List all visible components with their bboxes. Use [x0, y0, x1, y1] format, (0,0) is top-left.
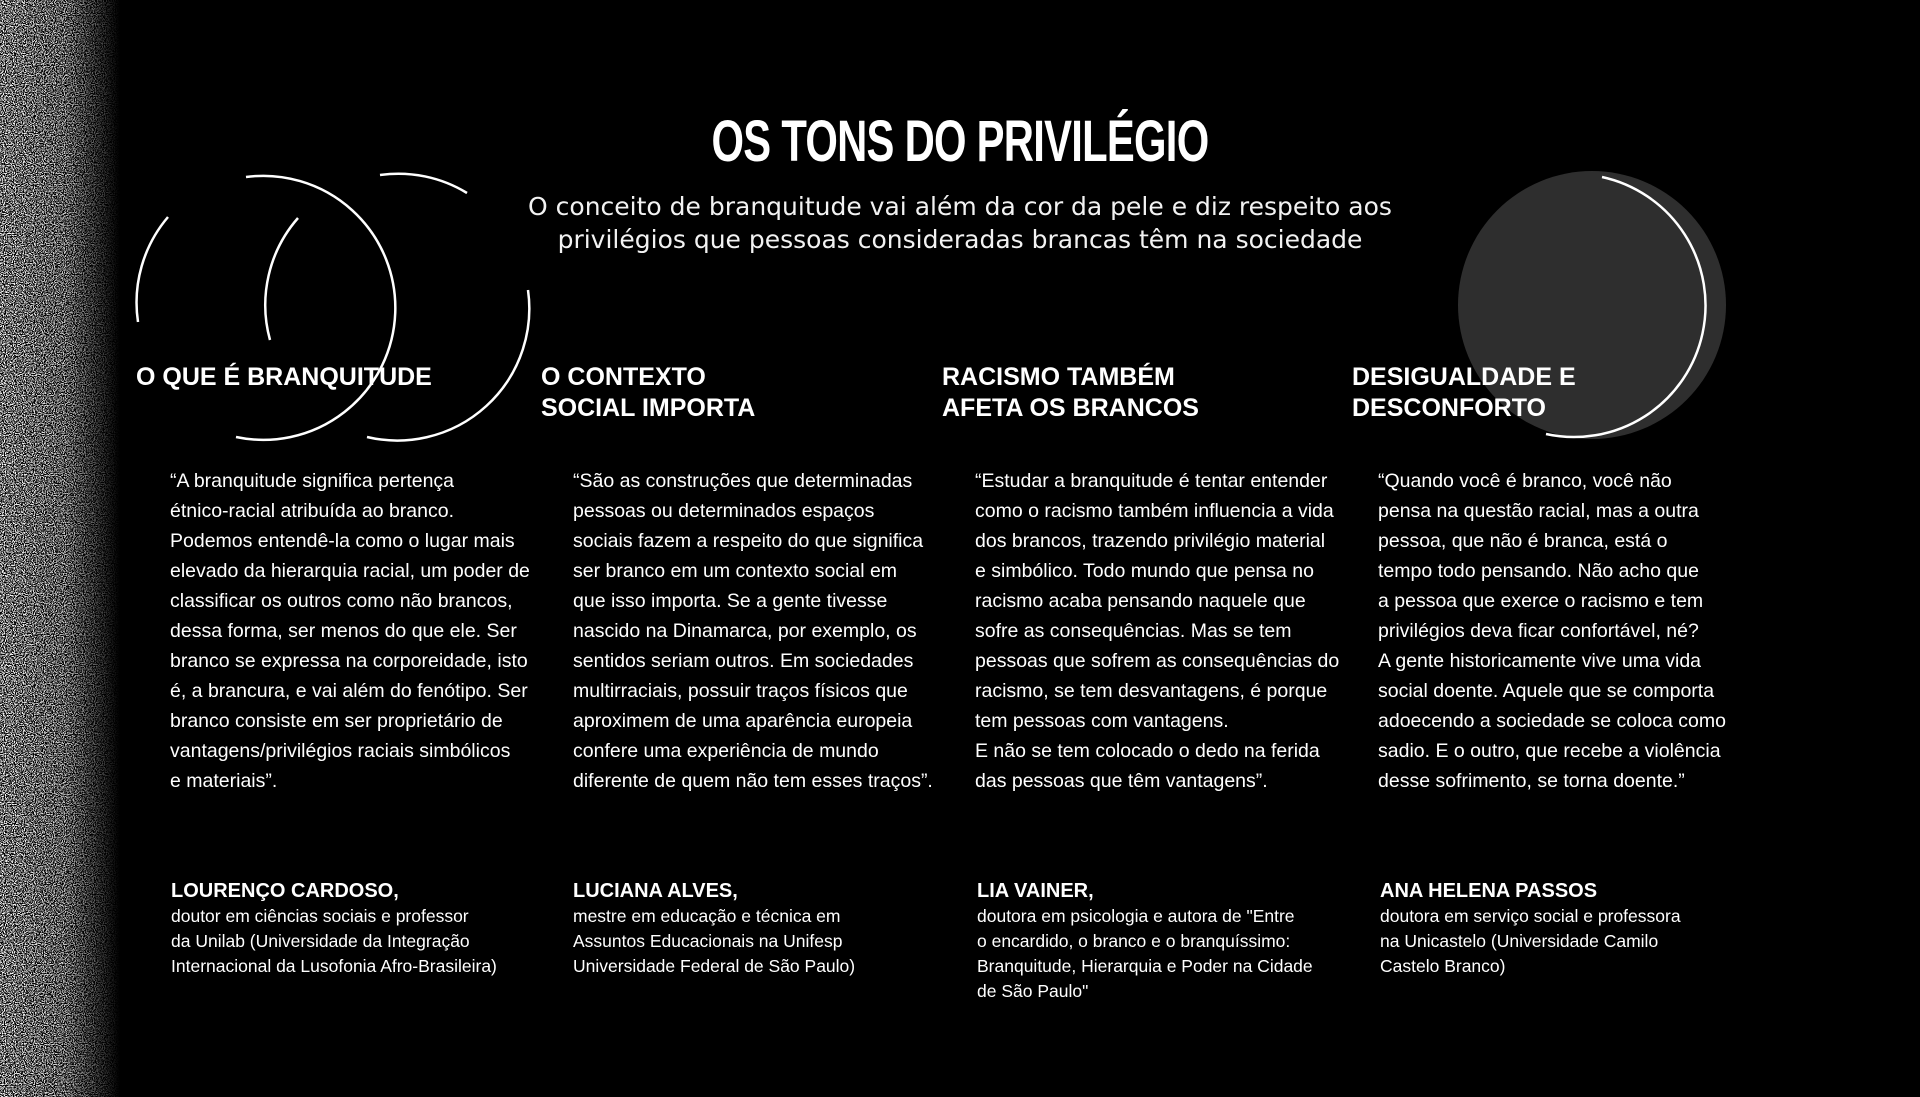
quote-line: social doente. Aquele que se comporta — [1378, 680, 1715, 702]
author-bio — [977, 904, 1313, 1004]
quote-line: é, a brancura, e vai além do fenótipo. Ser — [170, 680, 528, 702]
quote-line: dessa forma, ser menos do que ele. Ser — [170, 620, 517, 642]
bio-line: na Unicastelo (Universidade Camilo — [1380, 931, 1659, 951]
author-credit — [977, 878, 1313, 1004]
quote-lia-vainer — [975, 466, 1339, 796]
quote-line: “A branquitude significa pertença — [170, 470, 455, 492]
quote-line: “São as construções que determinadas — [573, 470, 913, 492]
author-name: LIA VAINER, — [977, 880, 1094, 902]
quote-line: “Estudar a branquitude é tentar entender — [975, 470, 1328, 492]
quote-line: racismo, se tem desvantagens, é porque — [975, 680, 1328, 702]
quote-ana-helena-passos — [1378, 466, 1726, 796]
bio-line: doutora em serviço social e professora — [1380, 906, 1681, 926]
quote-lourenco-cardoso — [170, 466, 530, 796]
quote-line: pensa na questão racial, mas a outra — [1378, 500, 1699, 522]
quote-line: adoecendo a sociedade se coloca como — [1378, 710, 1726, 732]
author-name: ANA HELENA PASSOS — [1380, 880, 1598, 902]
quote-line: a pessoa que exerce o racismo e tem — [1378, 590, 1704, 612]
author-bio — [171, 904, 497, 979]
subtitle-line: privilégios que pessoas consideradas brancas têm na sociedade — [557, 225, 1363, 254]
column-heading-o-contexto-social-importa — [541, 362, 755, 424]
heading-line: O CONTEXTO — [541, 363, 706, 391]
bio-line: doutor em ciências sociais e professor — [171, 906, 469, 926]
author-bio — [573, 904, 855, 979]
quote-line: sadio. E o outro, que recebe a violência — [1378, 740, 1721, 762]
quote-line: nascido na Dinamarca, por exemplo, os — [573, 620, 917, 642]
quote-line: que isso importa. Se a gente tivesse — [573, 590, 888, 612]
quote-line: sentidos seriam outros. Em sociedades — [573, 650, 914, 672]
author-credit — [573, 878, 855, 979]
bio-line: Castelo Branco) — [1380, 956, 1506, 976]
author-credit — [171, 878, 497, 979]
quote-line: como o racismo também influencia a vida — [975, 500, 1334, 522]
heading-line: O QUE É BRANQUITUDE — [136, 363, 432, 391]
quote-line: pessoa, que não é branca, está o — [1378, 530, 1668, 552]
quote-luciana-alves — [573, 466, 933, 796]
column-heading-racismo-tambem-afeta-os-brancos — [942, 362, 1199, 424]
quote-line: multirraciais, possuir traços físicos que — [573, 680, 908, 702]
bio-line: Internacional da Lusofonia Afro-Brasileira) — [171, 956, 497, 976]
quote-line: diferente de quem não tem esses traços”. — [573, 770, 933, 792]
bio-line: Branquitude, Hierarquia e Poder na Cidade — [977, 956, 1313, 976]
author-name: LUCIANA ALVES, — [573, 880, 738, 902]
author-bio — [1380, 904, 1681, 979]
quote-line: E não se tem colocado o dedo na ferida — [975, 740, 1320, 762]
bio-line: o encardido, o branco e o branquíssimo: — [977, 931, 1291, 951]
quote-line: das pessoas que têm vantagens”. — [975, 770, 1268, 792]
quote-line: pessoas ou determinados espaços — [573, 500, 875, 522]
column-heading-o-que-e-branquitude — [136, 362, 432, 393]
bio-line: mestre em educação e técnica em — [573, 906, 841, 926]
page-title: OS TONS DO PRIVILÉGIO — [711, 109, 1209, 174]
heading-line: DESIGUALDADE E — [1352, 363, 1576, 391]
quote-line: elevado da hierarquia racial, um poder de — [170, 560, 530, 582]
bio-line: doutora em psicologia e autora de "Entre — [977, 906, 1295, 926]
author-name: LOURENÇO CARDOSO, — [171, 880, 399, 902]
author-credit — [1380, 878, 1681, 979]
bio-line: Assuntos Educacionais na Unifesp — [573, 931, 843, 951]
quote-line: confere uma experiência de mundo — [573, 740, 879, 762]
quote-line: privilégios deva ficar confortável, né? — [1378, 620, 1699, 642]
quote-line: classificar os outros como não brancos, — [170, 590, 513, 612]
quote-line: branco se expressa na corporeidade, isto — [170, 650, 528, 672]
quote-line: tem pessoas com vantagens. — [975, 710, 1229, 732]
quote-line: A gente historicamente vive uma vida — [1378, 650, 1702, 672]
quote-line: ser branco em um contexto social em — [573, 560, 898, 582]
quote-line: Podemos entendê-la como o lugar mais — [170, 530, 515, 552]
quote-line: vantagens/privilégios raciais simbólicos — [170, 740, 511, 762]
column-heading-desigualdade-e-desconforto — [1352, 362, 1576, 424]
quote-line: aproximem de uma aparência europeia — [573, 710, 913, 732]
bio-line: da Unilab (Universidade da Integração — [171, 931, 470, 951]
subtitle-line: O conceito de branquitude vai além da cor da pele e diz respeito aos — [528, 192, 1392, 221]
quote-line: desse sofrimento, se torna doente.” — [1378, 770, 1685, 792]
heading-line: SOCIAL IMPORTA — [541, 394, 756, 422]
heading-line: DESCONFORTO — [1352, 394, 1546, 422]
quote-line: e simbólico. Todo mundo que pensa no — [975, 560, 1314, 582]
quote-line: étnico-racial atribuída ao branco. — [170, 500, 454, 522]
heading-line: RACISMO TAMBÉM — [942, 363, 1175, 391]
quote-line: sociais fazem a respeito do que significa — [573, 530, 924, 552]
quote-line: sofre as consequências. Mas se tem — [975, 620, 1292, 642]
quote-line: racismo acaba pensando naquele que — [975, 590, 1306, 612]
quote-line: branco consiste em ser proprietário de — [170, 710, 503, 732]
page-subtitle — [0, 190, 1920, 256]
bio-line: Universidade Federal de São Paulo) — [573, 956, 856, 976]
quote-line: “Quando você é branco, você não — [1378, 470, 1672, 492]
quote-line: tempo todo pensando. Não acho que — [1378, 560, 1699, 582]
quote-line: e materiais”. — [170, 770, 278, 792]
heading-line: AFETA OS BRANCOS — [942, 394, 1199, 422]
bio-line: de São Paulo" — [977, 981, 1089, 1001]
quote-line: dos brancos, trazendo privilégio material — [975, 530, 1326, 552]
quote-line: pessoas que sofrem as consequências do — [975, 650, 1340, 672]
